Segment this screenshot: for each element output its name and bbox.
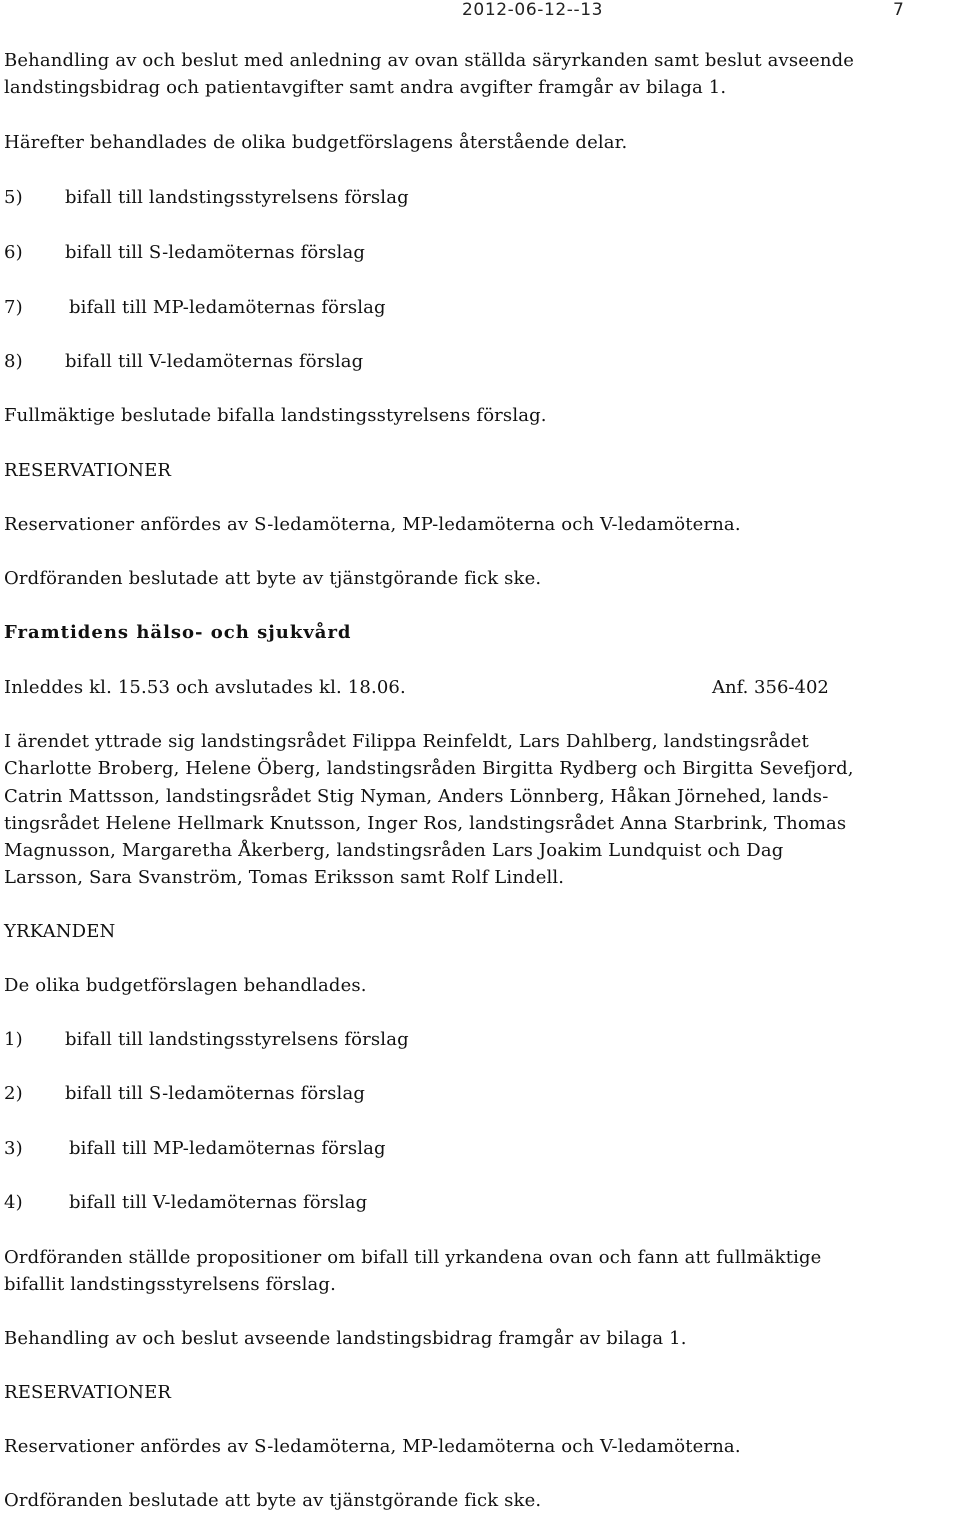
reservations-heading: RESERVATIONER xyxy=(4,1382,172,1403)
list-text: bifall till V-ledamöternas förslag xyxy=(65,351,364,372)
yrkanden-heading: YRKANDEN xyxy=(4,921,116,942)
propositions-line: bifallit landstingsstyrelsens förslag. xyxy=(4,1274,336,1295)
chair-note: Ordföranden beslutade att byte av tjänstgörande fick ske. xyxy=(4,568,542,589)
paragraph-line: landstingsbidrag och patientavgifter samt andra avgifter framgår av bilaga 1. xyxy=(4,77,727,98)
list-item xyxy=(4,1029,409,1051)
header-date: 2012-06-12--13 xyxy=(462,0,604,20)
list-number: 5) xyxy=(4,187,23,208)
list-text: bifall till V-ledamöternas förslag xyxy=(69,1192,368,1213)
list-item xyxy=(4,1083,365,1105)
list-item xyxy=(4,351,363,373)
speakers-line: Larsson, Sara Svanström, Tomas Eriksson samt Rolf Lindell. xyxy=(4,867,565,888)
paragraph: Härefter behandlades de olika budgetförslagens återstående delar. xyxy=(4,132,628,153)
session-times: Inleddes kl. 15.53 och avslutades kl. 18.06. xyxy=(4,677,406,698)
speakers-line: I ärendet yttrade sig landstingsrådet Filippa Reinfeldt, Lars Dahlberg, landstingsrådet xyxy=(4,731,809,752)
yrkanden-intro: De olika budgetförslagen behandlades. xyxy=(4,975,367,996)
speakers-line: Charlotte Broberg, Helene Öberg, landstingsråden Birgitta Rydberg och Birgitta Sevefjord, xyxy=(4,758,854,779)
paragraph-line: Behandling av och beslut med anledning av ovan ställda säryrkanden samt beslut avseende xyxy=(4,50,855,71)
list-item xyxy=(4,1138,386,1160)
header-page-number: 7 xyxy=(893,0,905,20)
chair-note: Ordföranden beslutade att byte av tjänstgörande fick ske. xyxy=(4,1490,542,1511)
list-item xyxy=(4,1192,367,1214)
list-text: bifall till S-ledamöternas förslag xyxy=(65,242,365,263)
list-text: bifall till MP-ledamöternas förslag xyxy=(69,297,386,318)
speech-reference: Anf. 356-402 xyxy=(712,677,829,698)
reservations-text: Reservationer anfördes av S-ledamöterna, MP-ledamöterna och V-ledamöterna. xyxy=(4,1436,741,1457)
speakers-line: tingsrådet Helene Hellmark Knutsson, Inger Ros, landstingsrådet Anna Starbrink, Thomas xyxy=(4,813,847,834)
list-number: 3) xyxy=(4,1138,23,1159)
reservations-text: Reservationer anfördes av S-ledamöterna, MP-ledamöterna och V-ledamöterna. xyxy=(4,514,741,535)
list-text: bifall till MP-ledamöternas förslag xyxy=(69,1138,386,1159)
list-item xyxy=(4,242,365,264)
list-number: 7) xyxy=(4,297,23,318)
list-number: 8) xyxy=(4,351,23,372)
list-number: 4) xyxy=(4,1192,23,1213)
list-item xyxy=(4,297,386,319)
propositions-line: Ordföranden ställde propositioner om bifall till yrkandena ovan och fann att fullmäktige xyxy=(4,1247,822,1268)
list-text: bifall till S-ledamöternas förslag xyxy=(65,1083,365,1104)
decision-text: Fullmäktige beslutade bifalla landstingsstyrelsens förslag. xyxy=(4,405,547,426)
list-number: 2) xyxy=(4,1083,23,1104)
section-title: Framtidens hälso- och sjukvård xyxy=(4,622,352,643)
bilaga-note: Behandling av och beslut avseende landstingsbidrag framgår av bilaga 1. xyxy=(4,1328,687,1349)
list-item xyxy=(4,187,409,209)
list-text: bifall till landstingsstyrelsens förslag xyxy=(65,187,409,208)
list-number: 6) xyxy=(4,242,23,263)
speakers-line: Catrin Mattsson, landstingsrådet Stig Nyman, Anders Lönnberg, Håkan Jörnehed, lands- xyxy=(4,786,829,807)
reservations-heading: RESERVATIONER xyxy=(4,460,172,481)
list-number: 1) xyxy=(4,1029,23,1050)
list-text: bifall till landstingsstyrelsens förslag xyxy=(65,1029,409,1050)
speakers-line: Magnusson, Margaretha Åkerberg, landstingsråden Lars Joakim Lundquist och Dag xyxy=(4,840,784,861)
